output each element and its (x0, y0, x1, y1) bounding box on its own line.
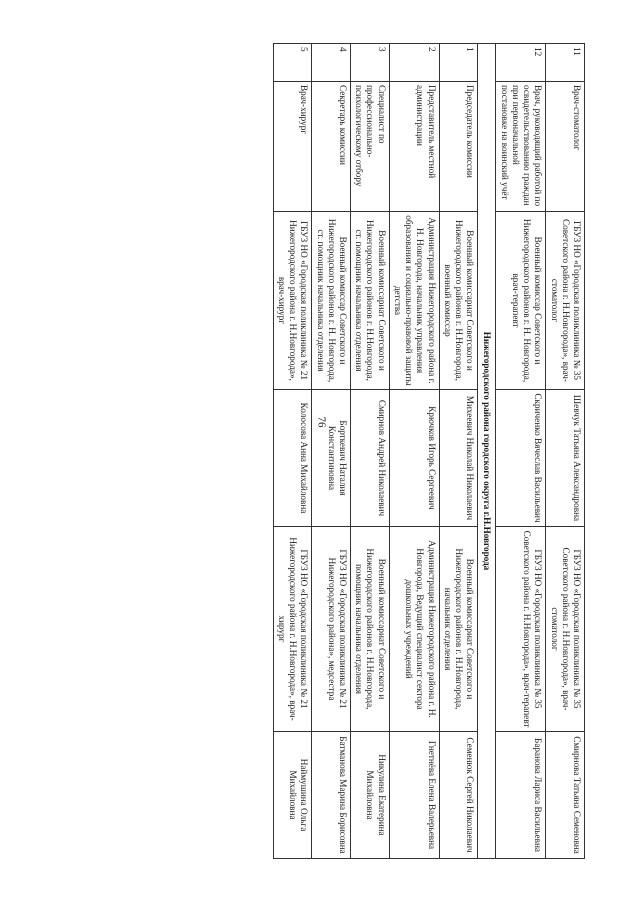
primary-organization-cell: ГБУЗ НО «Городская поликлиника № 21 Нижегородского района г. Н.Новгорода», врач-хирург (273, 212, 312, 390)
primary-organization-cell: Военный комиссариат Советского и Нижегородского районов г. Н.Новгорода, ст. помощник начальника отделения (351, 212, 390, 390)
reserve-organization-cell: ГБУЗ НО «Городская поликлиника № 21 Нижегородского района г. Н.Новгорода», врач-хирург (273, 527, 312, 732)
composition-table (273, 43, 585, 859)
reserve-organization-cell: ГБУЗ НО «Городская поликлиника № 35 Советского района г. Н.Новгорода», врач-терапевт (496, 527, 546, 732)
reserve-organization-cell: Военный комиссариат Советского и Нижегородского районов г. Н.Новгорода, помощник начальника отделения (351, 527, 390, 732)
table-row (312, 44, 351, 859)
role-cell: Представитель местной администрации (389, 82, 439, 212)
reserve-member-name-cell: Наймушина Ольга Михайловна (273, 732, 312, 859)
section-title: Нижегородского района городского округа г.Н.Новгорода (478, 44, 496, 859)
reserve-organization-cell: ГБУЗ НО «Городская поликлиника № 21 Нижегородского района», медсестра (312, 527, 351, 732)
primary-organization-cell: Военный комиссариат Советского и Нижегородского районов г. Н.Новгорода, военный комиссар (439, 212, 478, 390)
primary-member-name-cell: Михеевич Николай Николаевич (439, 390, 478, 527)
role-cell: Врач, руководящий работой по освидетельствованию граждан при первоначальной постановке на воинский учёт (496, 82, 546, 212)
primary-organization-cell: Военный комиссар Советского и Нижегородского районов г. Н. Новгорода, врач-терапевт (496, 212, 546, 390)
reserve-member-name-cell: Никулина Екатерина Михайловна (351, 732, 390, 859)
primary-member-name-cell: Шевчук Татьяна Александровна (546, 390, 585, 527)
reserve-member-name-cell: Гнетнёва Елена Валерьевна (389, 732, 439, 859)
row-number: 1 (439, 44, 478, 82)
row-number: 4 (312, 44, 351, 82)
row-number: 3 (351, 44, 390, 82)
role-cell: Врач-стоматолог (546, 82, 585, 212)
reserve-member-name-cell: Смирнова Татьяна Семеновна (546, 732, 585, 859)
primary-member-name-cell: Борткевич Наталия Константиновна (312, 390, 351, 527)
table-row (351, 44, 390, 859)
row-number: 11 (546, 44, 585, 82)
row-number: 5 (273, 44, 312, 82)
role-cell: Секретарь комиссии (312, 82, 351, 212)
primary-member-name-cell: Колосова Анна Михайловна (273, 390, 312, 527)
primary-member-name-cell: Крючков Игорь Сергеевич (389, 390, 439, 527)
table-row (439, 44, 478, 859)
reserve-member-name-cell: Батманова Марина Борисовна (312, 732, 351, 859)
role-cell: Специалист по профессионально-психологическому отбору (351, 82, 390, 212)
table-row (546, 44, 585, 859)
role-cell: Председатель комиссии (439, 82, 478, 212)
table-row (496, 44, 546, 859)
primary-organization-cell: ГБУЗ НО «Городская поликлиника № 35 Советского района г. Н.Новгорода», врач-стоматолог (546, 212, 585, 390)
table-row (273, 44, 312, 859)
reserve-organization-cell: Администрация Нижегородского района г. Н. Новгорода, Ведущий специалист сектора дошкольных учреждений (389, 527, 439, 732)
row-number: 2 (389, 44, 439, 82)
role-cell: Врач-хирург (273, 82, 312, 212)
reserve-member-name-cell: Баранова Лариса Васильевна (496, 732, 546, 859)
primary-member-name-cell: Скриченко Вячеслав Васильевич (496, 390, 546, 527)
page-number: 76 (315, 416, 328, 428)
reserve-organization-cell: Военный комиссариат Советского и Нижегородского районов г. Н.Новгорода, начальник отделения (439, 527, 478, 732)
reserve-member-name-cell: Семенюк Сергей Николаевич (439, 732, 478, 859)
row-number: 12 (496, 44, 546, 82)
table-row (389, 44, 439, 859)
section-header-row (478, 44, 496, 859)
reserve-organization-cell: ГБУЗ НО «Городская поликлиника № 35 Советского района г. Н.Новгорода», врач-стоматолог (546, 527, 585, 732)
primary-organization-cell: Военный комиссар Советского и Нижегородского районов г. Н. Новгорода, ст. помощник начальника отделения (312, 212, 351, 390)
primary-organization-cell: Администрация Нижегородского района г. Н. Новгорода, начальник управления образования и социально-правовой защиты детства (389, 212, 439, 390)
primary-member-name-cell: Смирнов Андрей Николаевич (351, 390, 390, 527)
